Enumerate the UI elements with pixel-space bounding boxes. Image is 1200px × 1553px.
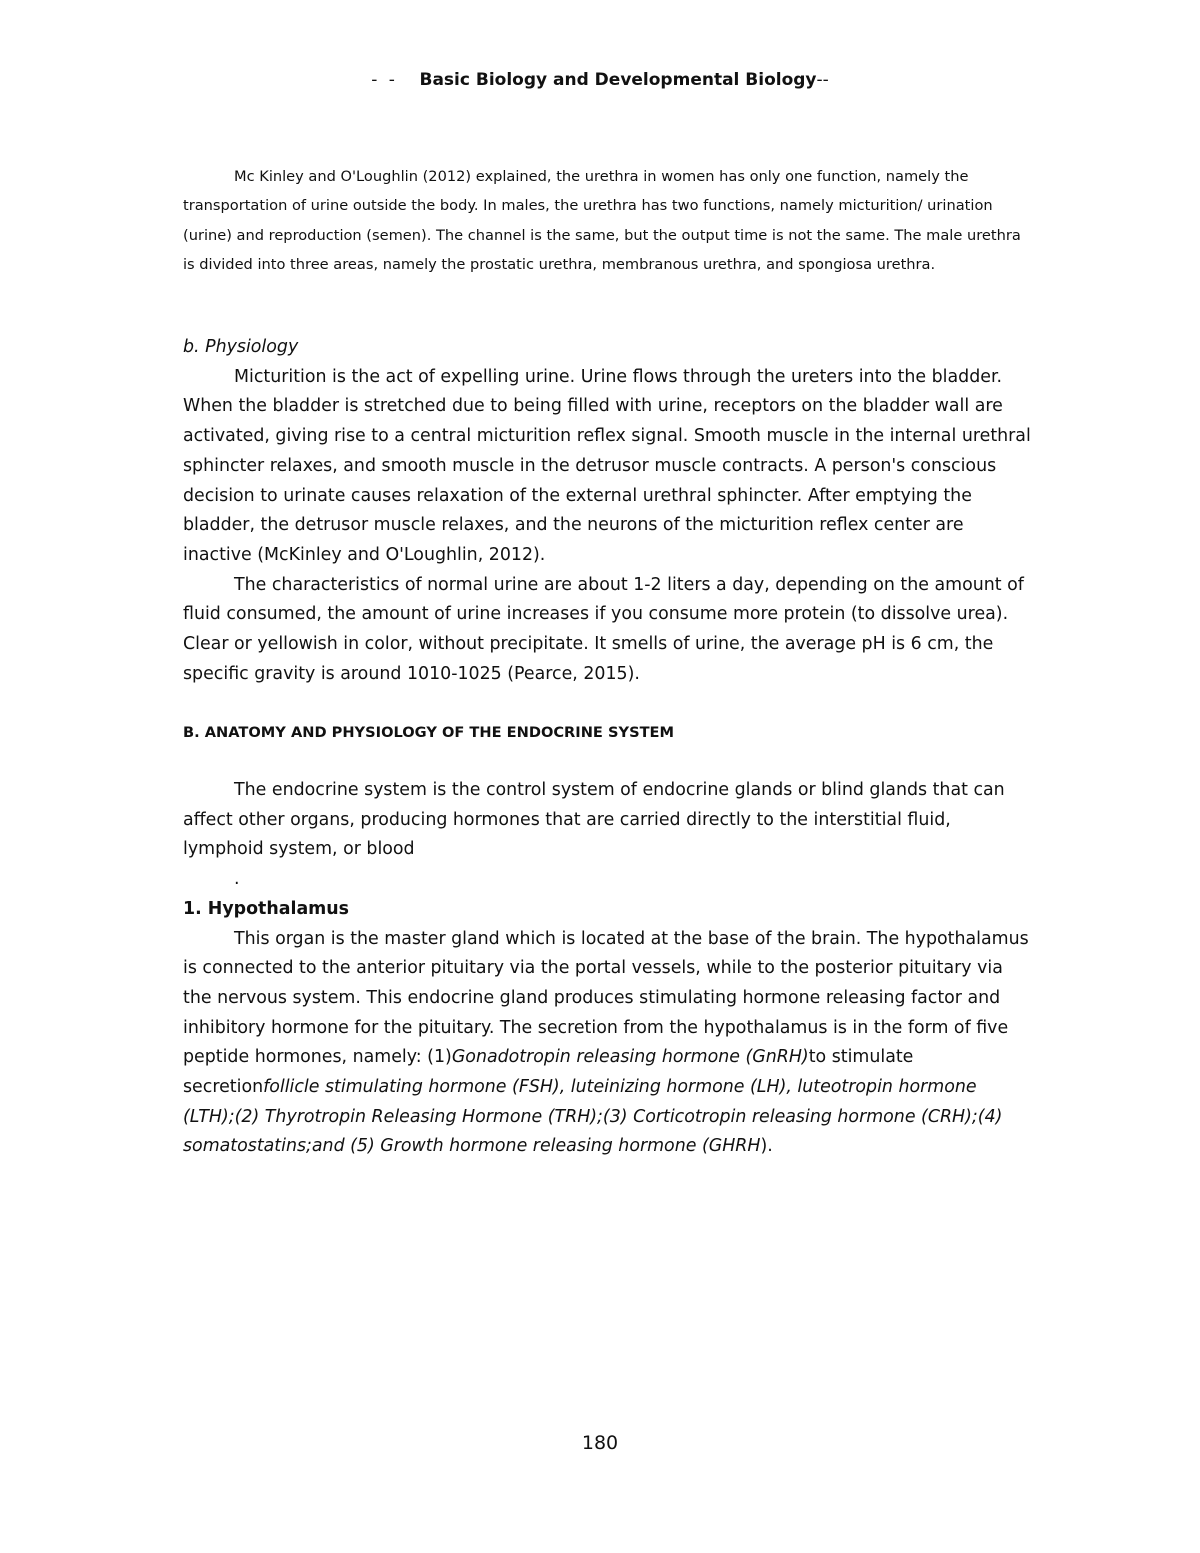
physiology-paragraph-2-text: The characteristics of normal urine are about 1-2 liters a day, depending on the amount of fluid consumed, the amount of urine increases if you consume more protein (to dissolve urea). Clear or yellowish in color, without precipitate. It smells of urine, the average pH is 6 cm, the specific gravity is around 1010-1025 (Pearce, 2015).	[183, 574, 1024, 684]
header-title: Basic Biology and Developmental Biology	[419, 70, 817, 90]
hypothalamus-italic-a: Gonadotropin releasing hormone (GnRH)	[451, 1047, 809, 1068]
physiology-heading: b. Physiology	[183, 337, 299, 357]
physiology-paragraph-2	[183, 571, 1033, 690]
hypothalamus-heading: 1. Hypothalamus	[183, 898, 350, 919]
page-number: 180	[581, 1432, 619, 1454]
hypothalamus-text-a: This organ is the master gland which is located at the base of the brain. The hypothalamus is connected to the anterior pituitary via the portal vessels, while to the posterior pituitary via the nervous system. This endocrine gland produces stimulating hormone releasing factor and inhibitory hormone for the pituitary. The secretion from the hypothalamus is in the form of five peptide hormones, namely: (1)	[183, 928, 1029, 1068]
endocrine-paragraph	[183, 776, 1033, 865]
hypothalamus-text-b: to stimulate secretion	[183, 1047, 914, 1098]
header-dash-right: --	[816, 70, 829, 90]
endocrine-heading: B. ANATOMY AND PHYSIOLOGY OF THE ENDOCRINE SYSTEM	[183, 724, 675, 741]
header-dash-left: - -	[371, 70, 398, 90]
endocrine-dot: .	[234, 869, 240, 890]
hypothalamus-paragraph	[183, 925, 1033, 1163]
intro-paragraph	[183, 162, 1028, 280]
physiology-paragraph-1	[183, 363, 1033, 571]
running-header	[0, 66, 1200, 94]
endocrine-section	[183, 776, 1033, 1162]
hypothalamus-italic-b: follicle stimulating hormone (FSH), luteinizing hormone (LH), luteotropin hormone (LTH);(2) Thyrotropin Releasing Hormone (TRH);(3) Corticotropin releasing hormone (CRH);(4) somatostatins;and (5) Growth hormone releasing hormone (GHRH	[183, 1077, 1003, 1157]
physiology-paragraph-1-text: Micturition is the act of expelling urine. Urine flows through the ureters into the bladder. When the bladder is stretched due to being filled with urine, receptors on the bladder wall are activated, giving rise to a central micturition reflex signal. Smooth muscle in the internal urethral sphincter relaxes, and smooth muscle in the detrusor muscle contracts. A person's conscious decision to urinate causes relaxation of the external urethral sphincter. After emptying the bladder, the detrusor muscle relaxes, and the neurons of the micturition reflex center are inactive (McKinley and O'Loughlin, 2012).	[183, 366, 1031, 565]
hypothalamus-text-c: ).	[760, 1136, 773, 1157]
physiology-section	[183, 333, 1033, 689]
endocrine-paragraph-text: The endocrine system is the control system of endocrine glands or blind glands that can affect other organs, producing hormones that are carried directly to the interstitial fluid, lymphoid system, or blood	[183, 780, 1005, 860]
intro-paragraph-text: Mc Kinley and O'Loughlin (2012) explained, the urethra in women has only one function, namely the transportation of urine outside the body. In males, the urethra has two functions, namely micturition/ urination (urine) and reproduction (semen). The channel is the same, but the output time is not the same. The male urethra is divided into three areas, namely the prostatic urethra, membranous urethra, and spongiosa urethra.	[183, 168, 1021, 274]
